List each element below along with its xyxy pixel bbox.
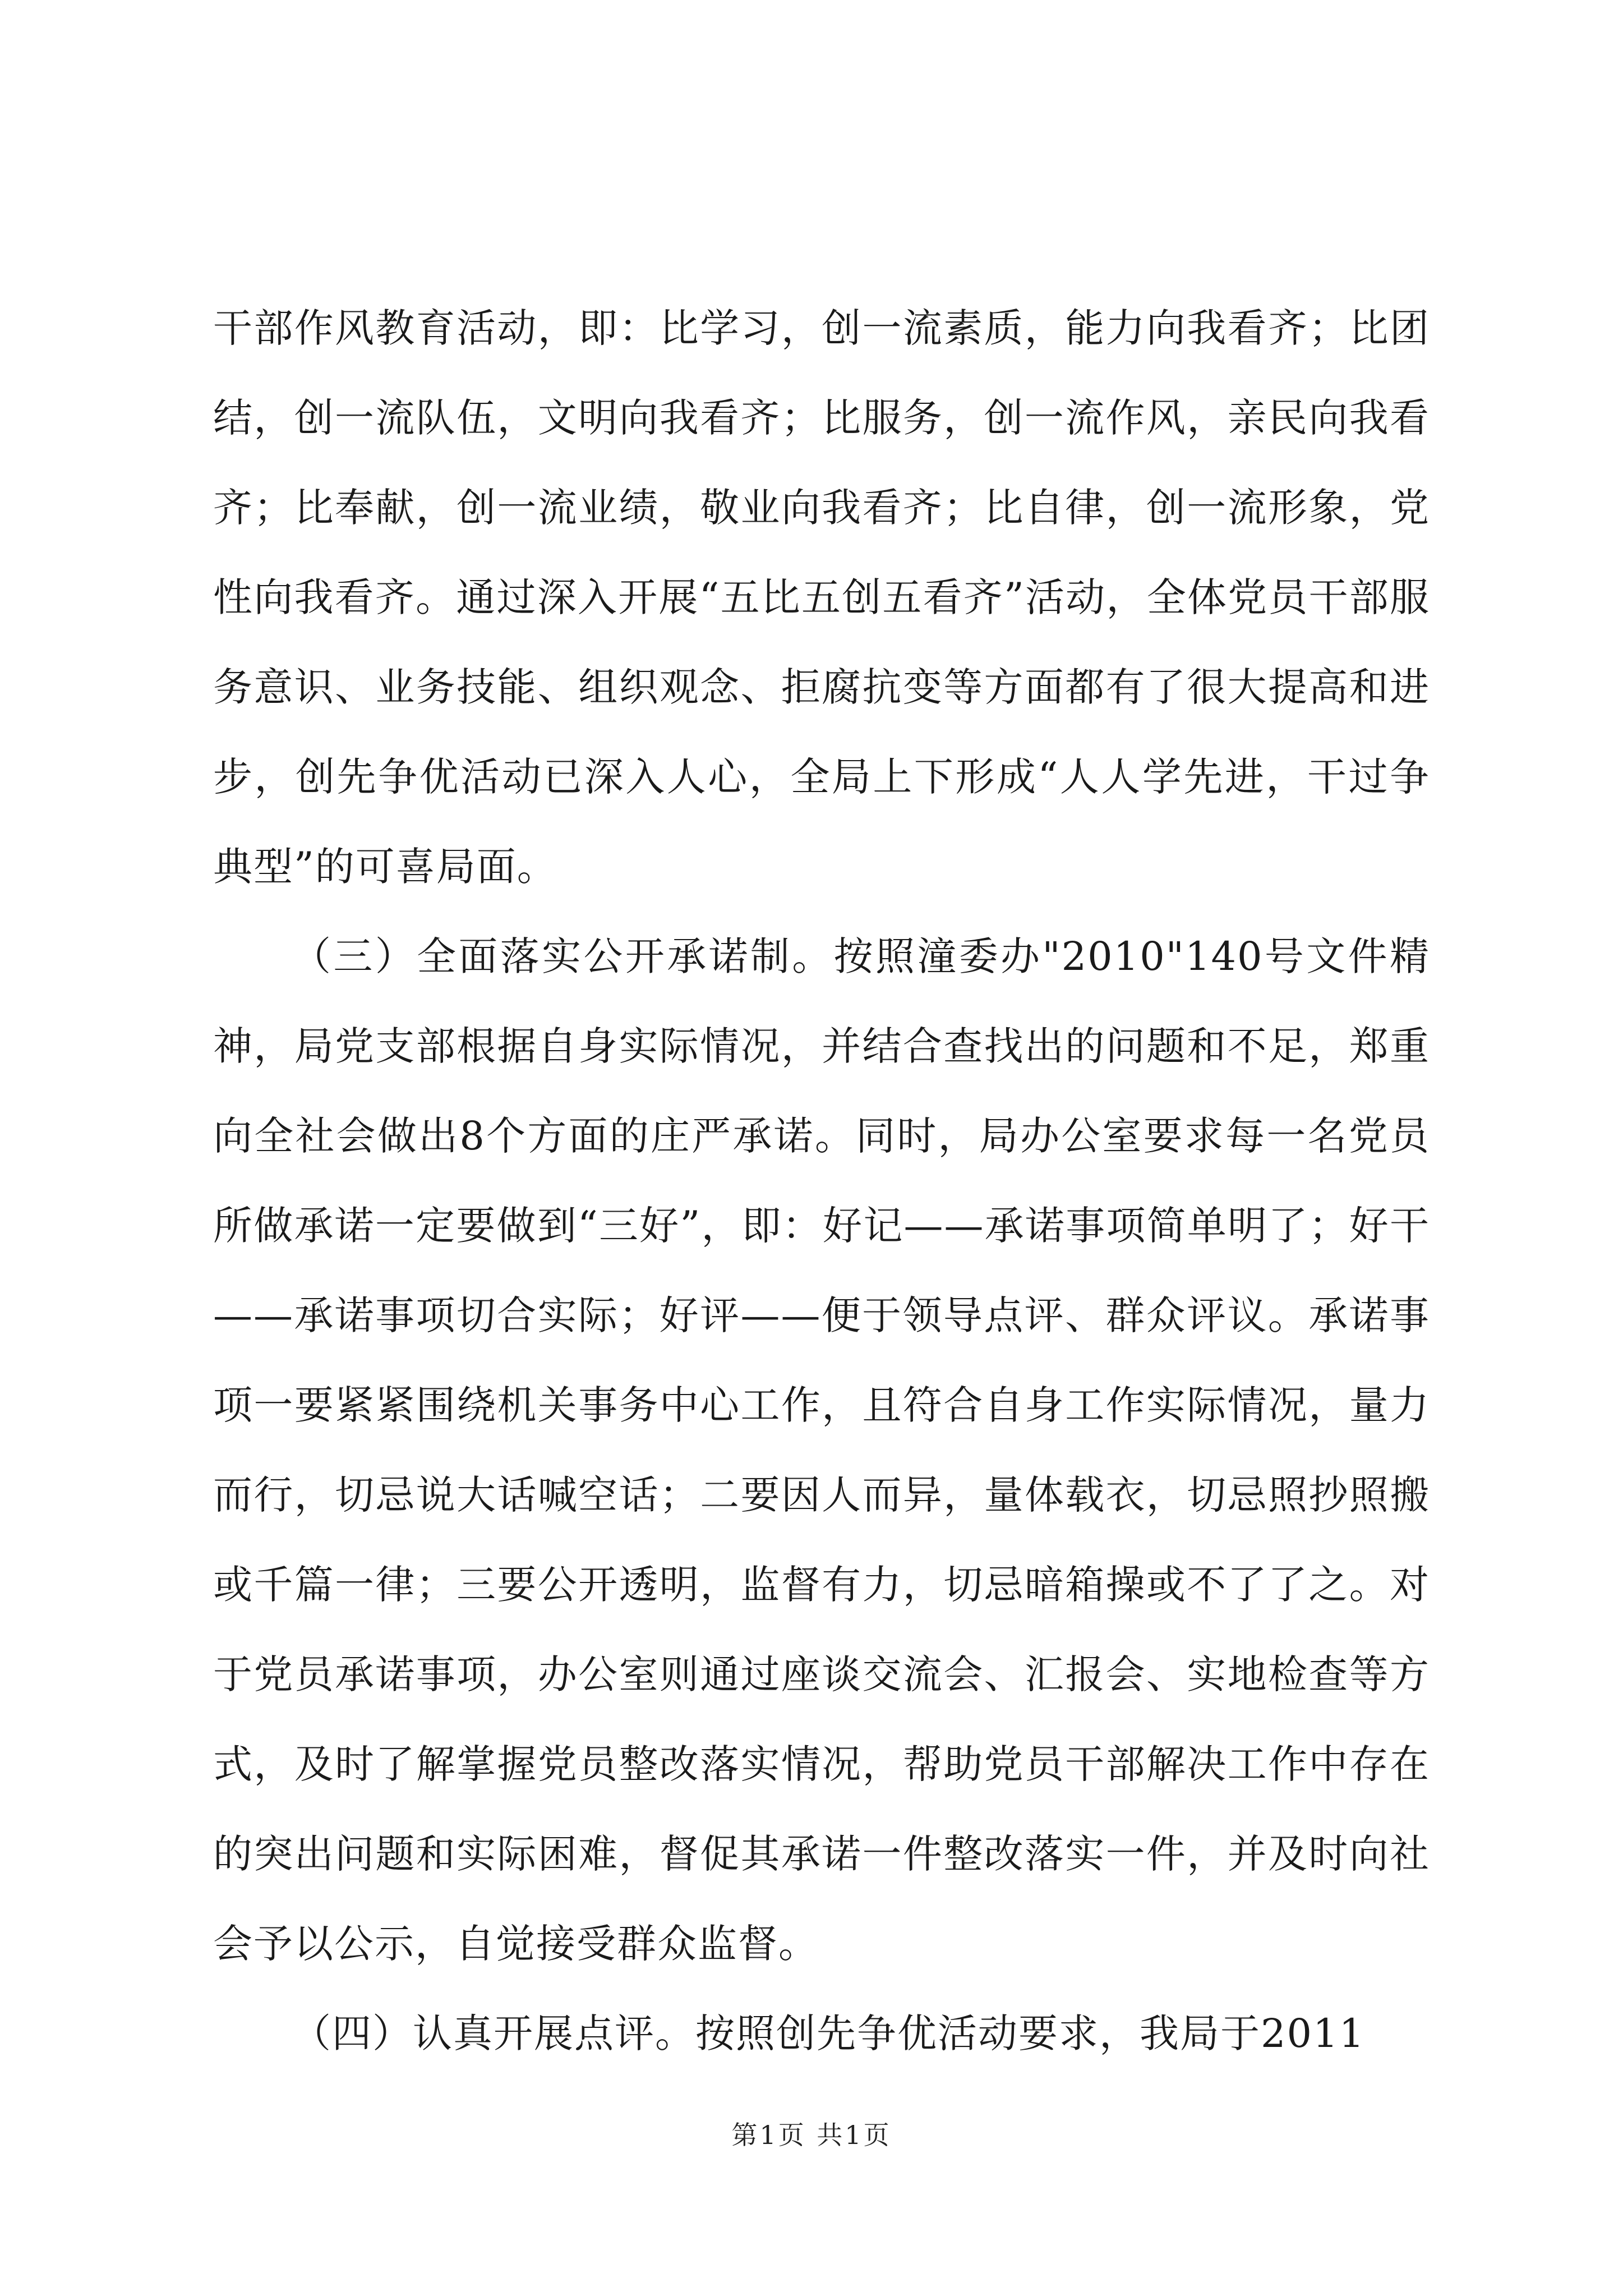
document-body [213, 283, 1430, 2078]
paragraph-continuation: 干部作风教育活动，即：比学习，创一流素质，能力向我看齐；比团结，创一流队伍，文明向我看齐；比服务，创一流作风，亲民向我看齐；比奉献，创一流业绩，敬业向我看齐；比自律，创一流形象，党性向我看齐。通过深入开展“五比五创五看齐”活动，全体党员干部服务意识、业务技能、组织观念、拒腐抗变等方面都有了很大提高和进步，创先争优活动已深入人心，全局上下形成“人人学先进，干过争典型”的可喜局面。 [213, 305, 1430, 890]
paragraph-public-commitment: （三）全面落实公开承诺制。按照潼委办"2010"140号文件精神，局党支部根据自身实际情况，并结合查找出的问题和不足，郑重向全社会做出8个方面的庄严承诺。同时，局办公室要求每一名党员所做承诺一定要做到“三好”，即：好记——承诺事项简单明了；好干——承诺事项切合实际；好评——便于领导点评、群众评议。承诺事项一要紧紧围绕机关事务中心工作，且符合自身工作实际情况，量力而行，切忌说大话喊空话；二要因人而异，量体载衣，切忌照抄照搬或千篇一律；三要公开透明，监督有力，切忌暗箱操或不了了之。对于党员承诺事项，办公室则通过座谈交流会、汇报会、实地检查等方式，及时了解掌握党员整改落实情况，帮助党员干部解决工作中存在的突出问题和实际困难，督促其承诺一件整改落实一件，并及时向社会予以公示，自觉接受群众监督。 [213, 933, 1430, 1967]
paragraph-review: （四）认真开展点评。按照创先争优活动要求，我局于2011 [292, 2010, 1366, 2056]
page-number-footer: 第1页 共1页 [731, 2120, 892, 2150]
